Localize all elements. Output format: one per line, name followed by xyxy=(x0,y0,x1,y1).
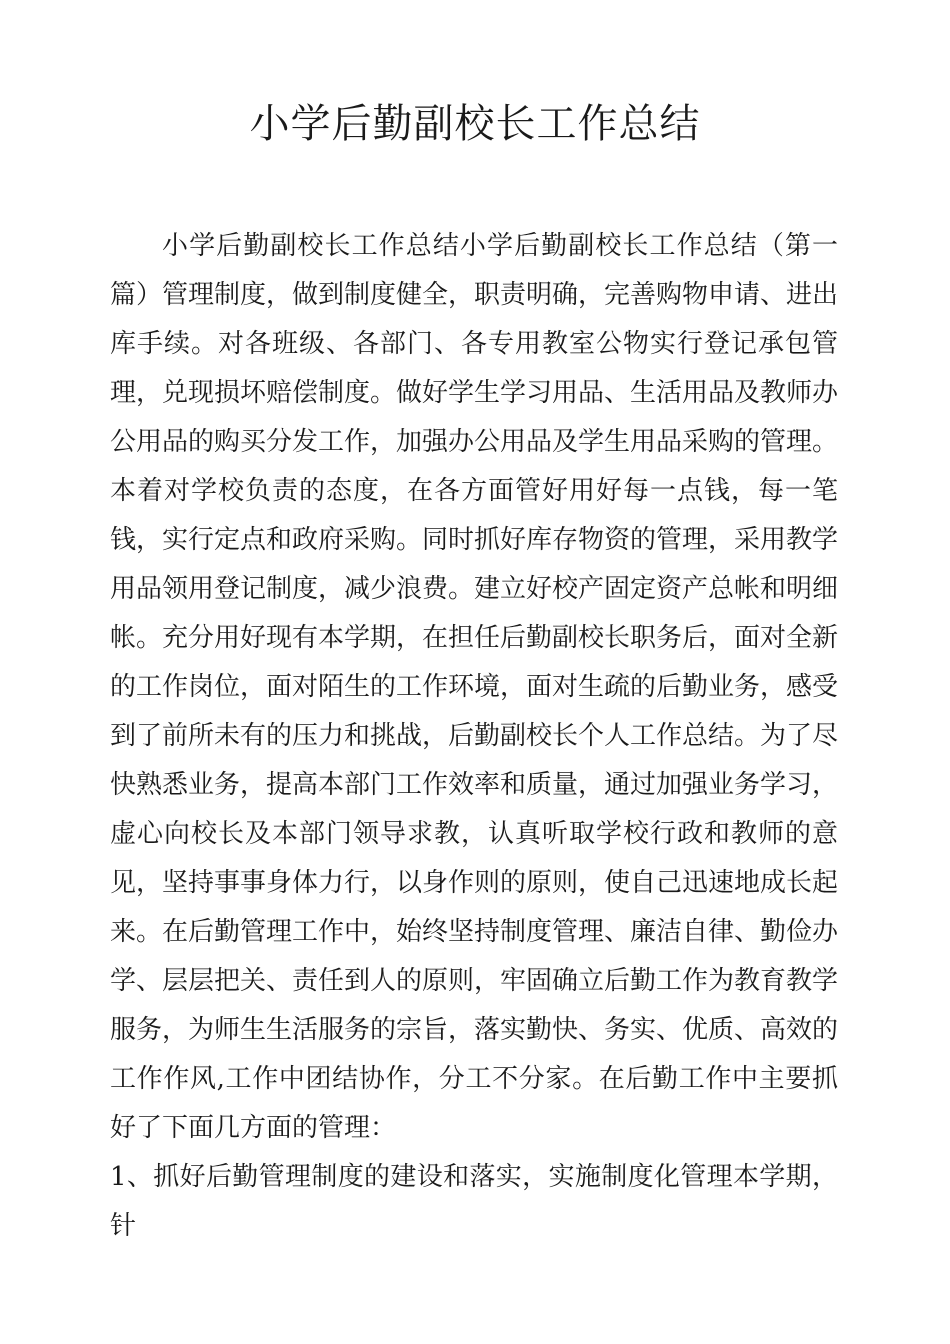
document-title: 小学后勤副校长工作总结 xyxy=(249,101,701,147)
list-item-1: 1、抓好后勤管理制度的建设和落实，实施制度化管理本学期，针 xyxy=(110,1162,838,1241)
document-body xyxy=(110,222,838,1251)
paragraph-1: 小学后勤副校长工作总结小学后勤副校长工作总结（第一篇）管理制度，做到制度健全，职责明确，完善购物申请、进出库手续。对各班级、各部门、各专用教室公物实行登记承包管理，兑现损坏赔偿制度。做好学生学习用品、生活用品及教师办公用品的购买分发工作，加强办公用品及学生用品采购的管理。本着对学校负责的态度，在各方面管好用好每一点钱，每一笔钱，实行定点和政府采购。同时抓好库存物资的管理，采用教学用品领用登记制度，减少浪费。建立好校产固定资产总帐和明细帐。充分用好现有本学期，在担任后勤副校长职务后，面对全新的工作岗位，面对陌生的工作环境，面对生疏的后勤业务，感受到了前所未有的压力和挑战，后勤副校长个人工作总结。为了尽快熟悉业务，提高本部门工作效率和质量，通过加强业务学习，虚心向校长及本部门领导求教，认真听取学校行政和教师的意见，坚持事事身体力行，以身作则的原则，使自己迅速地成长起来。在后勤管理工作中，始终坚持制度管理、廉洁自律、勤俭办学、层层把关、责任到人的原则，牢固确立后勤工作为教育教学服务，为师生生活服务的宗旨，落实勤快、务实、优质、高效的工作作风,工作中团结协作，分工不分家。在后勤工作中主要抓好了下面几方面的管理： xyxy=(110,231,839,1143)
